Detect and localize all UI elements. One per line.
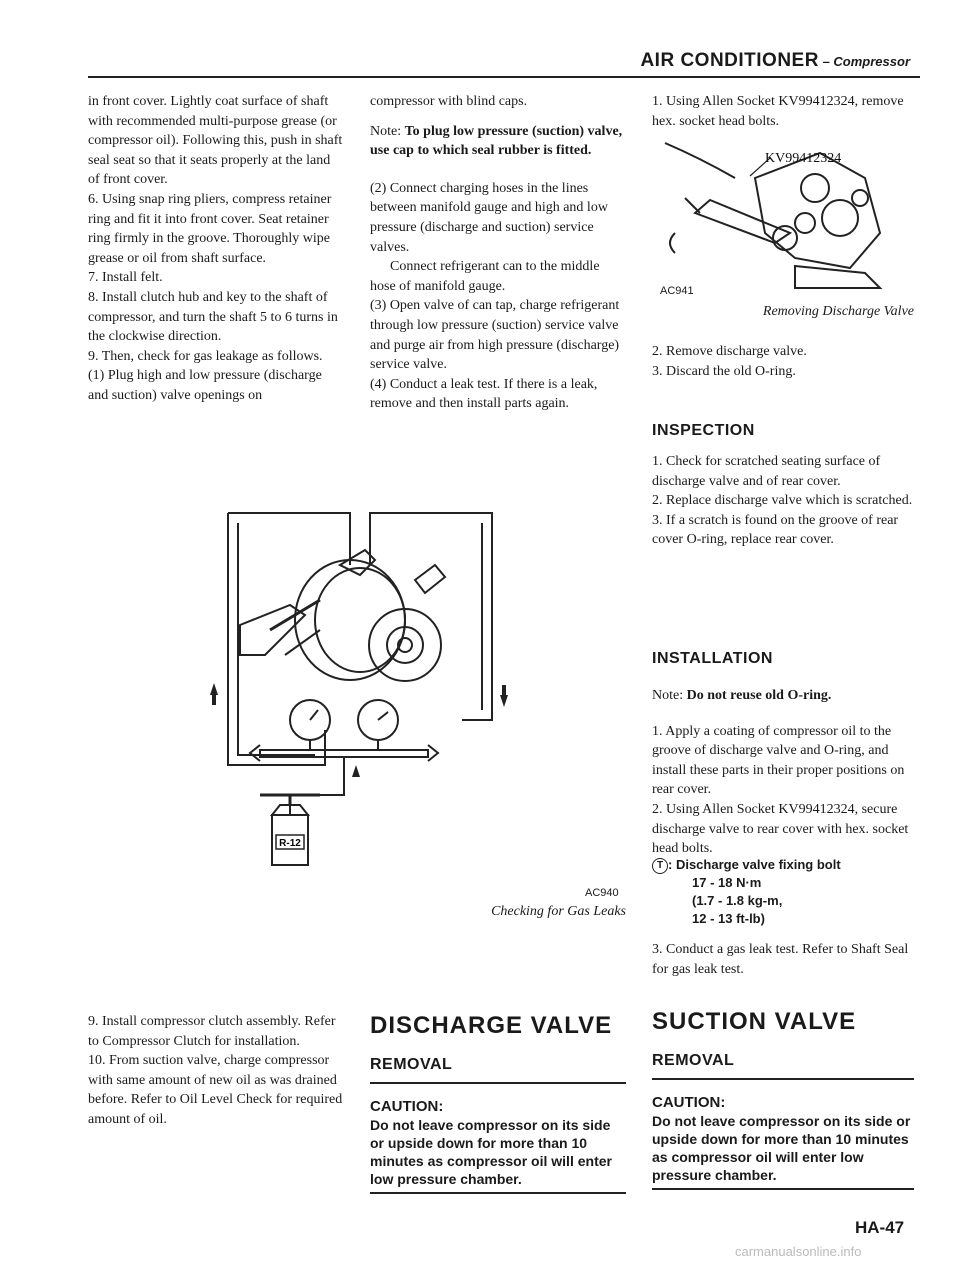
high-hose-loop [228, 513, 492, 720]
torque-icon: T [652, 858, 668, 874]
col1-para-4: 8. Install clutch hub and key to the shaft of compressor, and turn the shaft 5 to 6 turns in the clockwise direction. [88, 289, 338, 345]
header-dash: – [818, 54, 834, 69]
page-number: HA-47 [855, 1218, 905, 1237]
caution-box-1 [370, 1098, 626, 1188]
installation-step-2: 2. Using Allen Socket KV99412324, secure discharge valve to rear cover with hex. socket head bolts. [652, 801, 909, 857]
col2-note-text: To plug low pressure (suction) valve, use cap to which seal rubber is fitted. [370, 123, 623, 159]
col2-para-3: Connect refrigerant can to the middle hose of manifold gauge. [370, 259, 600, 294]
col2-para-5: (4) Conduct a leak test. If there is a leak, remove and then install parts again. [370, 376, 598, 412]
gas-leak-check-diagram [210, 505, 510, 870]
fig-caption-ac940: Checking for Gas Leaks [491, 904, 626, 919]
footer-watermark: carmanualsonline.info [735, 1244, 862, 1259]
installation-step-1: 1. Apply a coating of compressor oil to the groove of discharge valve and O-ring, and install these parts in their proper positions on rear cover. [652, 723, 905, 798]
caution-rule-top-2 [652, 1078, 914, 1080]
column-3-installation [652, 686, 914, 859]
column-3-removal-steps [652, 342, 914, 381]
section-discharge-valve: DISCHARGE VALVE [370, 1012, 613, 1039]
header-subtitle: Compressor [833, 54, 910, 69]
col2-para-4: (3) Open valve of can tap, charge refrigerant through low pressure (suction) service valve and purge air from high pressure (discharge) service valve. [370, 298, 620, 373]
allen-wrench [695, 200, 790, 243]
spec-line-1: 17 - 18 N·m [692, 875, 762, 890]
page-header [620, 50, 910, 72]
tool-label: KV99412324 [765, 151, 842, 166]
col1-lower-1: 9. Install compressor clutch assembly. Refer to Compressor Clutch for installation. [88, 1014, 336, 1049]
col2-note [370, 122, 626, 161]
col1-para-3: 7. Install felt. [88, 270, 163, 286]
installation-note [652, 686, 914, 706]
column-3-inspection [652, 452, 914, 550]
col3-para-2: 2. Remove discharge valve. [652, 344, 807, 359]
column-3-final-step [652, 940, 914, 979]
caution-rule-top-1 [370, 1082, 626, 1084]
col2-para-2: (2) Connect charging hoses in the lines between manifold gauge and high and low pressure (discharge and suction) service valves. [370, 180, 608, 255]
heading-installation: INSTALLATION [652, 650, 773, 667]
col2-note-label: Note: [370, 123, 402, 139]
col2-para-1: compressor with blind caps. [370, 94, 528, 109]
installation-note-text: Do not reuse old O-ring. [686, 688, 832, 703]
col1-lower-2: 10. From suction valve, charge compressor with same amount of new oil as was drained before. Refer to Oil Level Check for required amount of oil. [88, 1053, 343, 1127]
caution-label-1: CAUTION: [370, 1098, 444, 1115]
col1-para-1: in front cover. Lightly coat surface of shaft with recommended multi-purpose grease (or compressor oil). Following this, push in shaft seal seat so that it seats properly at the land of front cover. [88, 94, 343, 188]
fig-caption-ac941: Removing Discharge Valve [762, 304, 914, 319]
subsection-removal-2: REMOVAL [652, 1052, 735, 1069]
col1-para-6: (1) Plug high and low pressure (discharge and suction) valve openings on [88, 368, 322, 403]
torque-spec: T : Discharge valve fixing bolt 17 - 18 N·m (1.7 - 1.8 kg-m, 12 - 13 ft-lb) [652, 856, 914, 928]
inspection-step-3: 3. If a scratch is found on the groove of rear cover O-ring, replace rear cover. [652, 512, 899, 548]
subsection-removal-1: REMOVAL [370, 1056, 453, 1073]
spec-line-2: (1.7 - 1.8 kg-m, [692, 893, 783, 908]
can-label: R-12 [279, 838, 301, 849]
caution-text-1: Do not leave compressor on its side or upside down for more than 10 minutes as compressor oil will enter low pressure chamber. [370, 1117, 612, 1187]
fig-code-ac940: AC940 [585, 887, 619, 899]
fig-code-ac941: AC941 [660, 285, 694, 297]
installation-note-label: Note: [652, 688, 684, 703]
column-1-upper [88, 92, 344, 406]
installation-step-3: 3. Conduct a gas leak test. Refer to Shaft Seal for gas leak test. [652, 942, 909, 977]
inspection-step-1: 1. Check for scratched seating surface of discharge valve and of rear cover. [652, 454, 881, 489]
header-title: AIR CONDITIONER [640, 50, 819, 71]
column-3-intro [652, 92, 914, 131]
caution-text-2: Do not leave compressor on its side or upside down for more than 10 minutes as compressor oil will enter low pressure chamber. [652, 1113, 911, 1183]
caution-box-2 [652, 1094, 914, 1184]
section-suction-valve: SUCTION VALVE [652, 1008, 857, 1035]
col3-para-3: 3. Discard the old O-ring. [652, 363, 796, 379]
discharge-valve-removal-diagram [655, 138, 895, 298]
inspection-step-2: 2. Replace discharge valve which is scratched. [652, 493, 913, 509]
header-rule [88, 76, 920, 78]
caution-rule-bottom-2 [652, 1188, 914, 1190]
caution-rule-bottom-1 [370, 1192, 626, 1194]
caution-label-2: CAUTION: [652, 1094, 726, 1111]
column-1-lower [88, 1012, 344, 1130]
col1-para-5: 9. Then, check for gas leakage as follows. [88, 348, 323, 364]
col3-para-1: 1. Using Allen Socket KV99412324, remove hex. socket head bolts. [652, 94, 904, 129]
spec-line-3: 12 - 13 ft-lb) [692, 911, 765, 926]
col1-para-2: 6. Using snap ring pliers, compress retainer ring and fit it into front cover. Seat retainer ring firmly in the groove. Thoroughly wipe grease or oil from shaft surface. [88, 191, 332, 266]
column-2-upper [370, 92, 626, 414]
spec-label: Discharge valve fixing bolt [675, 857, 841, 872]
heading-inspection: INSPECTION [652, 422, 755, 439]
